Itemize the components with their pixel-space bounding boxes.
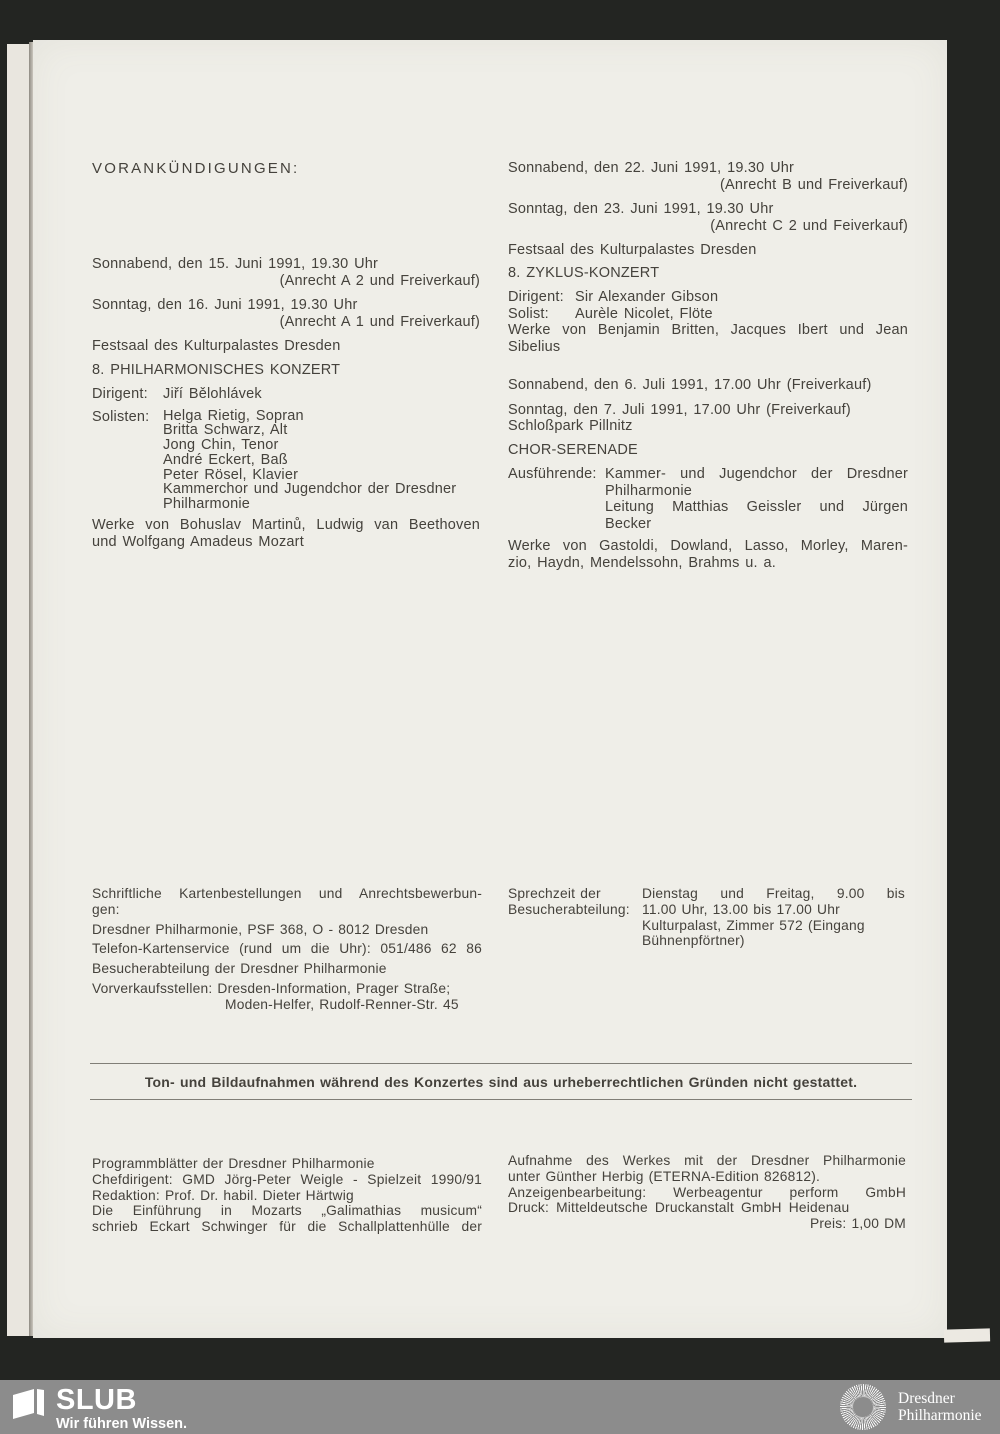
performers-list [605,466,908,532]
performer-line: Philharmonie [605,482,693,499]
copyright-notice [90,1063,912,1100]
price-line: Preis: 1,00 DM [809,1216,906,1232]
soloist-name: Aurèle Nicolet, Flöte [575,305,713,322]
performers-row [508,466,908,532]
spacer [508,355,908,377]
outlets-label: Vorverkaufsstellen: [92,980,213,996]
event-block [92,256,480,289]
concert-title: 8. PHILHARMONISCHES KONZERT [92,361,341,378]
event-note: (Anrecht A 1 und Freiverkauf) [279,313,480,330]
office-hours-labels [508,886,642,918]
works-line: Sibelius [508,338,561,355]
philharmonie-logo-group [840,1384,982,1430]
soloist-label: Solist: [508,305,549,322]
works [508,322,908,355]
page-heading: VORANKÜNDIGUNGEN: [92,160,300,177]
works-line: zio, Haydn, Mendelssohn, Brahms u. a. [508,554,776,571]
concert-title: CHOR-SERENADE [508,441,638,458]
ticket-line: gen: [92,901,120,917]
event-note: (Anrecht B und Freiverkauf) [720,176,908,193]
performer-line: Becker [605,515,652,532]
works [92,517,480,550]
works-line: Werke von Gastoldi, Dowland, Lasso, Morley, Maren- [508,538,908,554]
works-line: Werke von Bohuslav Martinů, Ludwig van Beethoven [92,517,480,534]
right-column [508,160,908,571]
soloist: Kammerchor und Jugendchor der Dresdner [163,481,457,498]
conductor-name: Sir Alexander Gibson [575,289,719,305]
adjacent-page-edge [7,44,29,1336]
outlets-line: Moden-Helfer, Rudolf-Renner-Str. 45 [225,996,459,1012]
conductor-label: Dirigent: [508,289,564,305]
soloists-row [92,409,480,513]
event-date: Sonnabend, den 22. Juni 1991, 19.30 Uhr [508,160,795,176]
slub-logo-group [12,1386,187,1432]
performers-label: Ausführende: [508,466,597,482]
event-date: Sonntag, den 16. Juni 1991, 19.30 Uhr [92,297,358,313]
soloist-row [508,306,908,323]
soloists-list [163,409,480,513]
soloist: Helga Rietig, Sopran [163,407,304,424]
office-hours-values [642,886,905,949]
venue: Festsaal des Kulturpalastes Dresden [508,242,757,258]
office-hours [508,886,908,949]
philharmonie-line: Philharmonie [898,1407,982,1424]
outlets-line: Dresden-Information, Prager Straße; [217,980,451,996]
event-date: Sonntag, den 7. Juli 1991, 17.00 Uhr (Freiverkauf) [508,401,851,418]
notice-text: Ton- und Bildaufnahmen während des Konzertes sind aus urheberrechtlichen Gründen nicht gestattet. [144,1074,858,1090]
starburst-icon [840,1384,886,1430]
conductor-row [508,289,908,306]
event-note: (Anrecht C 2 und Feiverkauf) [710,217,908,234]
colophon-line: Anzeigenbearbeitung: Werbeagentur perform GmbH [508,1184,906,1200]
office-hours-row [508,886,908,949]
conductor-name: Jiří Bělohlávek [163,386,262,402]
colophon-line: Chefdirigent: GMD Jörg-Peter Weigle - Spielzeit 1990/91 [92,1171,482,1187]
colophon-line: schrieb Eckart Schwinger für die Schallplattenhülle der [92,1219,482,1235]
works [508,538,908,571]
event-date: Sonnabend, den 15. Juni 1991, 19.30 Uhr [92,256,379,272]
colophon-line: Redaktion: Prof. Dr. habil. Dieter Härtwig [92,1187,354,1203]
office-value-line: Bühnenpförtner) [642,933,745,949]
slub-wordmark: SLUB [56,1384,137,1416]
soloists-label: Solisten: [92,408,150,425]
office-label-line: Sprechzeit der [508,886,601,901]
philharmonie-texts [898,1390,982,1424]
colophon-line: Druck: Mitteldeutsche Druckanstalt GmbH Heidenau [508,1200,850,1216]
rule-top [90,1063,912,1064]
performer-line: Leitung Matthias Geissler und Jürgen [605,499,908,515]
event-note: (Anrecht A 2 und Freiverkauf) [279,272,480,289]
slub-tagline: Wir führen Wissen. [56,1416,188,1432]
colophon-left [92,1156,482,1235]
venue: Schloßpark Pillnitz [508,418,633,434]
office-label-line: Besucherabteilung: [508,901,630,917]
soloist: Peter Rösel, Klavier [163,466,299,483]
office-value-line: 11.00 Uhr, 13.00 bis 17.00 Uhr [642,901,840,917]
page-corner-artifact [944,1328,990,1342]
colophon-line: Aufnahme des Werkes mit der Dresdner Philharmonie [508,1153,906,1168]
venue: Festsaal des Kulturpalastes Dresden [92,338,341,354]
soloist: Philharmonie [163,496,251,513]
ticket-info [92,886,482,1017]
soloist: Britta Schwarz, Alt [163,422,288,439]
ticket-line: Besucherabteilung der Dresdner Philharmonie [92,961,387,977]
soloist: André Eckert, Baß [163,451,288,468]
concert-title: 8. ZYKLUS-KONZERT [508,264,660,281]
colophon-right [508,1153,906,1232]
office-value-line: Dienstag und Freitag, 9.00 bis [642,886,905,901]
colophon-line: unter Günther Herbig (ETERNA-Edition 826812). [508,1168,821,1184]
library-footer-bar [0,1380,1000,1434]
philharmonie-line: Dresdner [898,1390,955,1407]
open-book-icon [12,1388,46,1420]
event-date: Sonntag, den 23. Juni 1991, 19.30 Uhr [508,201,774,217]
left-column [92,256,480,550]
program-page [33,40,947,1338]
slub-texts [56,1386,187,1432]
event-date: Sonnabend, den 6. Juli 1991, 17.00 Uhr (Freiverkauf) [508,377,872,393]
colophon-line: Die Einführung in Mozarts „Galimathias musicum“ [92,1203,482,1219]
ticket-line: Telefon-Kartenservice (rund um die Uhr): 051/486 62 86 [92,941,482,957]
conductor-label: Dirigent: [92,386,148,402]
works-line: und Wolfgang Amadeus Mozart [92,533,304,550]
ticket-entry [92,886,482,918]
works-line: Werke von Benjamin Britten, Jacques Ibert und Jean [508,322,908,338]
event-block [508,201,908,234]
colophon-line: Programmblätter der Dresdner Philharmonie [92,1156,375,1171]
conductor-row [92,386,480,403]
event-block [92,297,480,330]
ticket-line: Schriftliche Kartenbestellungen und Anrechtsbewerbun- [92,886,482,901]
outlets-entry [92,981,482,1013]
ticket-line: Dresdner Philharmonie, PSF 368, O - 8012 Dresden [92,921,429,937]
rule-bottom [90,1099,912,1100]
event-block [508,160,908,193]
soloist: Jong Chin, Tenor [163,437,279,454]
performer-line: Kammer- und Jugendchor der Dresdner [605,466,908,482]
office-value-line: Kulturpalast, Zimmer 572 (Eingang [642,917,865,933]
